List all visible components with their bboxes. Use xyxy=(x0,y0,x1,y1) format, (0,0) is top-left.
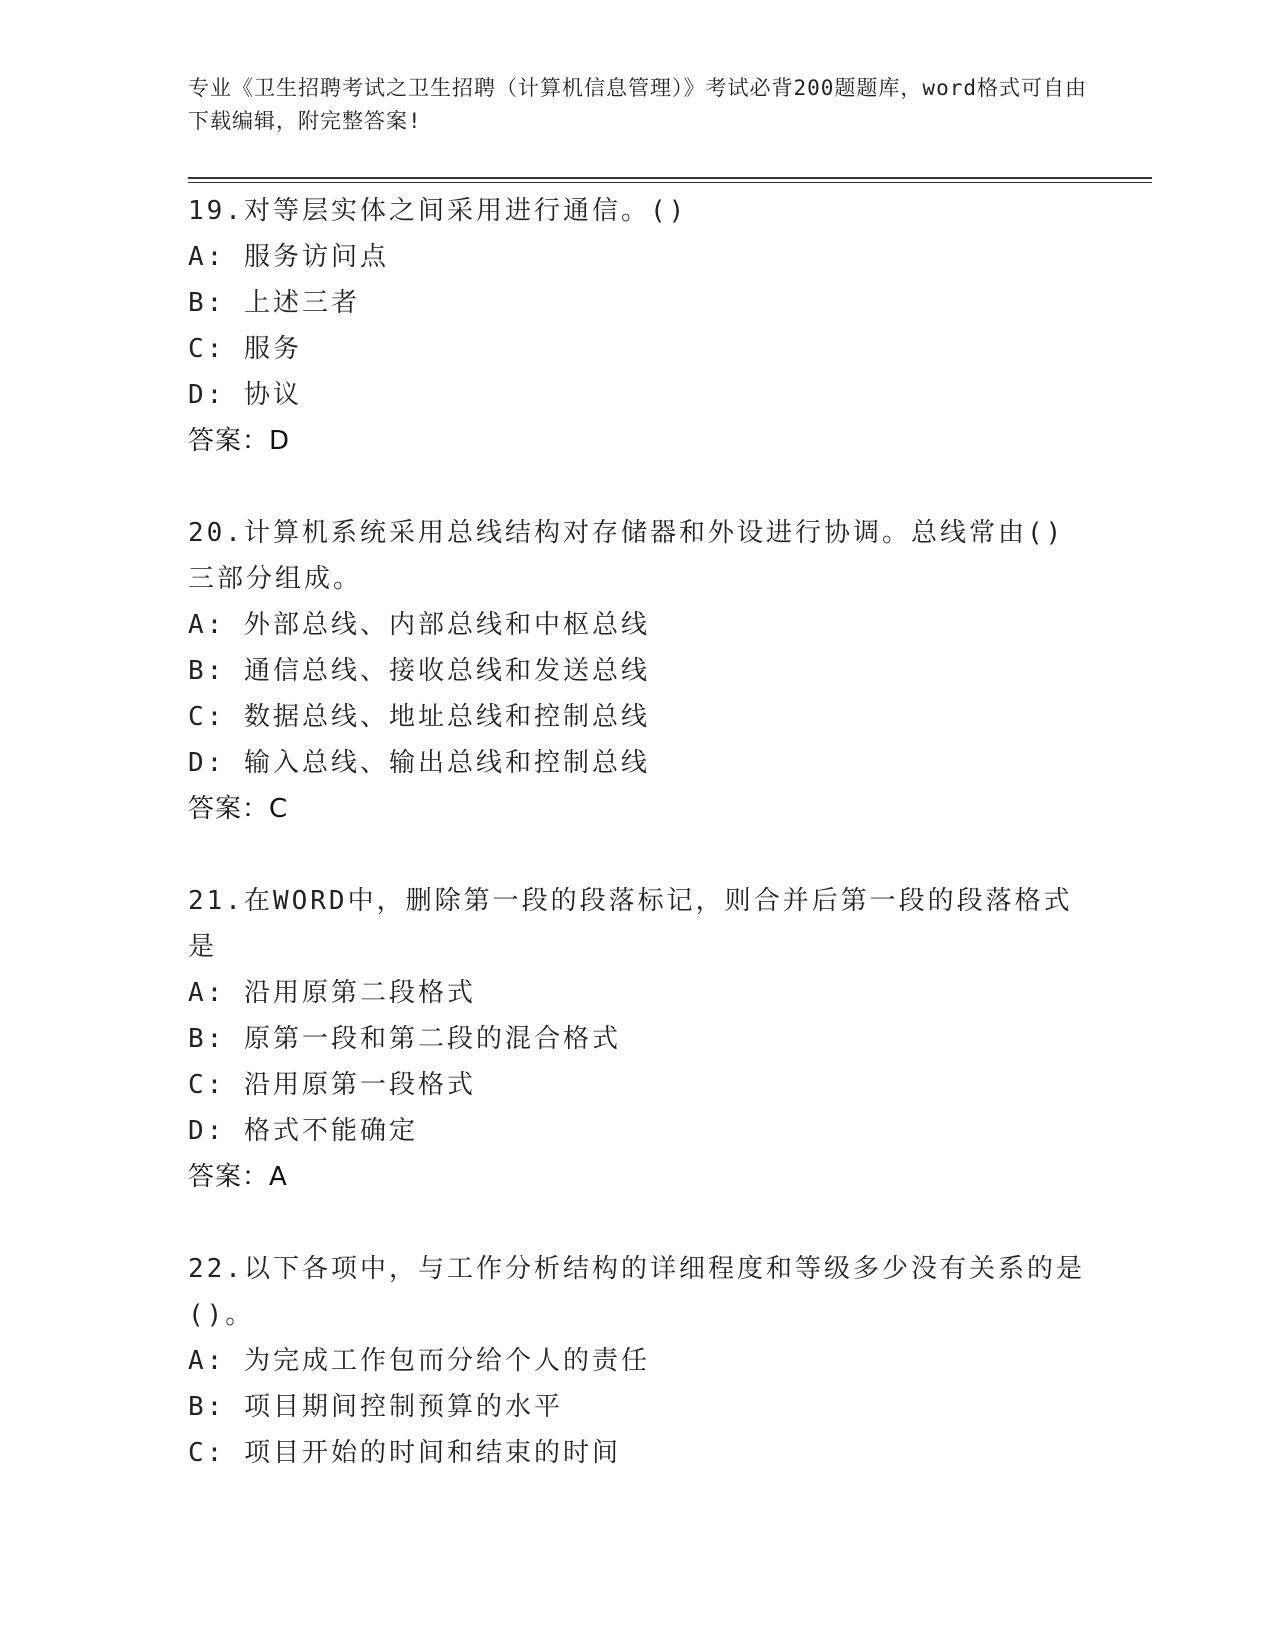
option-a: A: 沿用原第二段格式 xyxy=(188,978,476,1008)
option-b: B: 项目期间控制预算的水平 xyxy=(188,1392,563,1422)
answer-label: 答案：C xyxy=(188,794,289,824)
question-19 xyxy=(188,188,1088,464)
option-b: B: 通信总线、接收总线和发送总线 xyxy=(188,656,650,686)
header-divider-thin xyxy=(188,182,1152,183)
option-c: C: 沿用原第一段格式 xyxy=(188,1070,476,1100)
option-b: B: 上述三者 xyxy=(188,288,360,318)
question-stem: 20.计算机系统采用总线结构对存储器和外设进行协调。总线常由()三部分组成。 xyxy=(188,518,1065,594)
option-b: B: 原第一段和第二段的混合格式 xyxy=(188,1024,621,1054)
option-d: D: 协议 xyxy=(188,380,302,410)
answer-label: 答案：A xyxy=(188,1162,288,1192)
question-stem: 19.对等层实体之间采用进行通信。() xyxy=(188,196,688,226)
option-a: A: 外部总线、内部总线和中枢总线 xyxy=(188,610,650,640)
question-list xyxy=(188,188,1088,1522)
question-stem: 21.在WORD中，删除第一段的段落标记，则合并后第一段的段落格式是 xyxy=(188,886,1073,962)
header-divider-thick xyxy=(188,177,1152,179)
option-c: C: 项目开始的时间和结束的时间 xyxy=(188,1438,621,1468)
option-a: A: 服务访问点 xyxy=(188,242,389,272)
question-stem: 22.以下各项中，与工作分析结构的详细程度和等级多少没有关系的是()。 xyxy=(188,1254,1085,1330)
question-20 xyxy=(188,510,1088,832)
answer-label: 答案：D xyxy=(188,426,291,456)
option-c: C: 服务 xyxy=(188,334,302,364)
question-22 xyxy=(188,1246,1088,1476)
document-header: 专业《卫生招聘考试之卫生招聘（计算机信息管理）》考试必背200题题库，word格式可自由下载编辑，附完整答案! xyxy=(188,76,1087,133)
option-d: D: 输入总线、输出总线和控制总线 xyxy=(188,748,650,778)
option-d: D: 格式不能确定 xyxy=(188,1116,418,1146)
option-c: C: 数据总线、地址总线和控制总线 xyxy=(188,702,650,732)
option-a: A: 为完成工作包而分给个人的责任 xyxy=(188,1346,650,1376)
question-21 xyxy=(188,878,1088,1200)
